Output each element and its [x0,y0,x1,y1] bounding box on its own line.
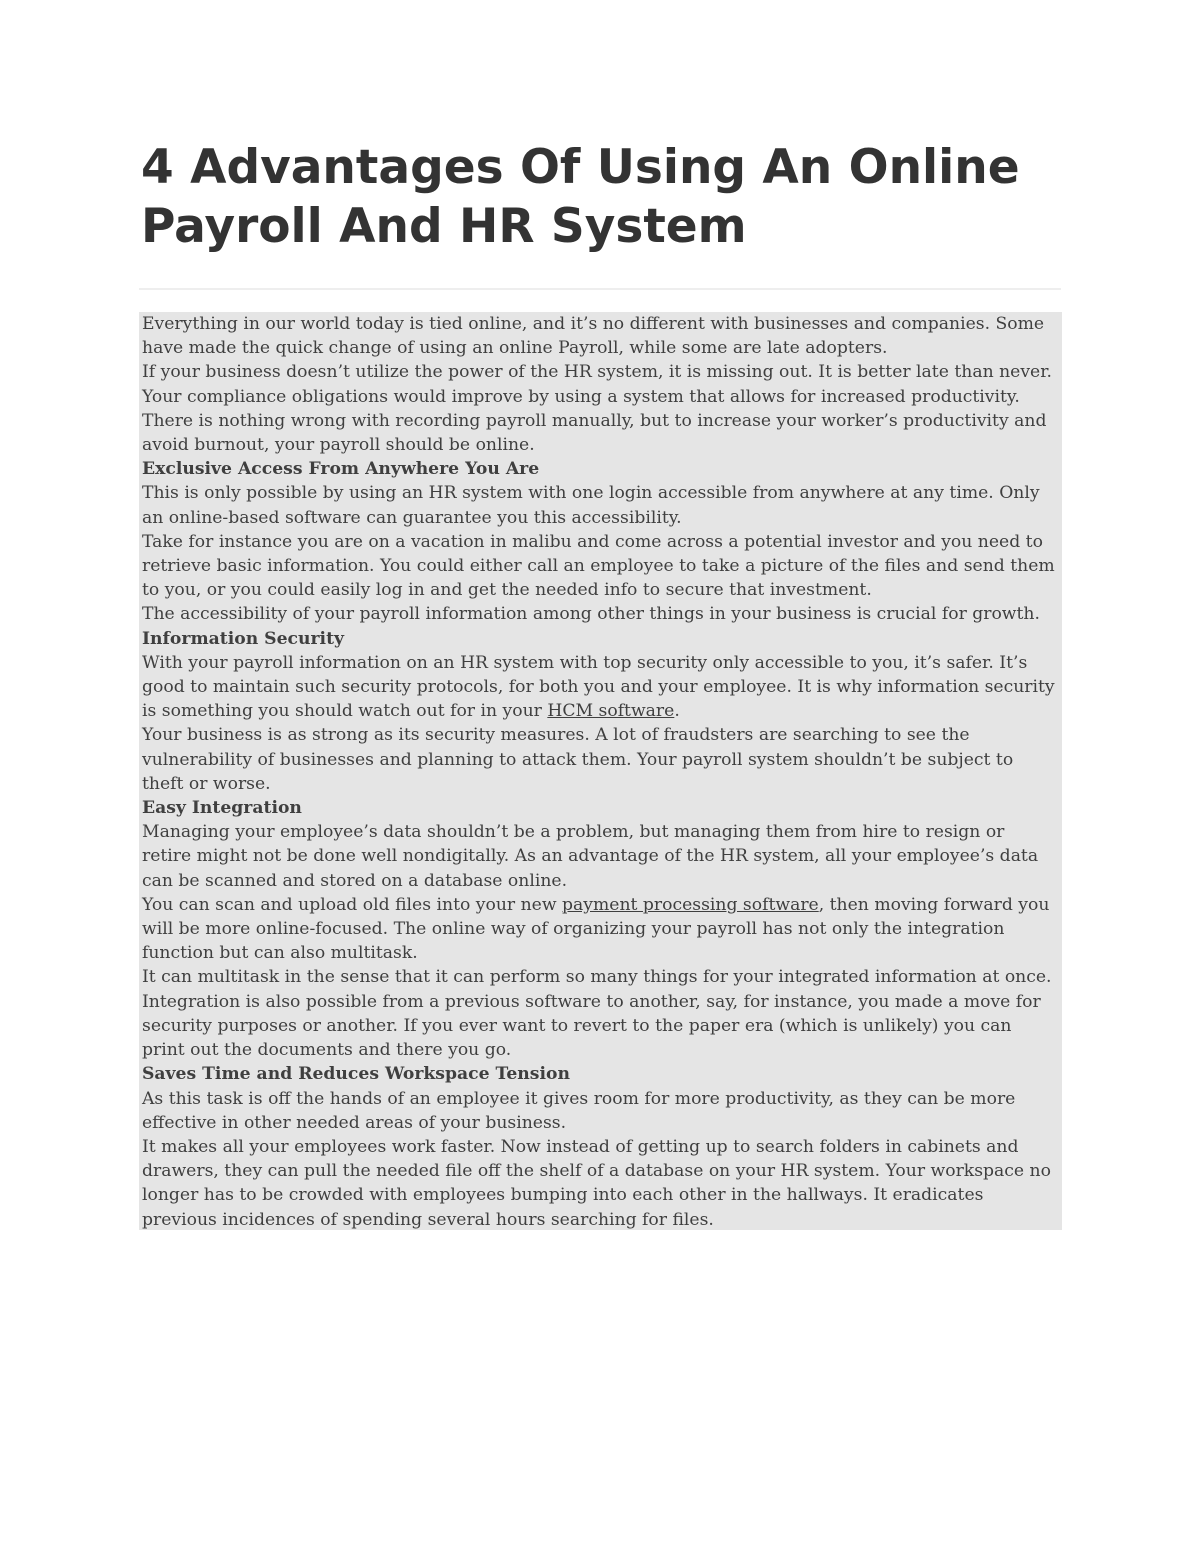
paragraph: Your business is as strong as its security measures. A lot of fraudsters are searching to see the vulnerability of businesses and planning to attack them. Your payroll system shouldn’t be subject to theft or worse. [142,725,1014,794]
section-heading-saves-time: Saves Time and Reduces Workspace Tension [142,1064,570,1085]
paragraph [142,651,1059,724]
paragraph-text: . [674,701,680,722]
section-heading-exclusive-access: Exclusive Access From Anywhere You Are [142,459,540,480]
page-title: 4 Advantages Of Using An Online Payroll And HR System [141,140,1020,254]
paragraph-text: You can scan and upload old files into your new [142,894,563,915]
paragraph-text: , then moving forward you will be more online-focused. The online way of organizing your payroll has not only the integration function but can also multitask. [142,894,1050,964]
paragraph: Everything in our world today is tied online, and it’s no different with businesses and companies. Some have made the quick change of using an online Payroll, while some are late adopters. [142,314,1045,359]
paragraph-text: With your payroll information on an HR system with top security only accessible to you, it’s safer. It’s good to maintain such security protocols, for both you and your employee. It is why information security is something you should watch out for in your [142,652,1055,722]
title-divider [139,288,1061,290]
hcm-software-link[interactable]: HCM software [547,701,675,722]
paragraph: As this task is off the hands of an employee it gives room for more productivity, as they can be more effective in other needed areas of your business. [142,1088,1016,1133]
paragraph: Managing your employee’s data shouldn’t be a problem, but managing them from hire to resign or retire might not be done well nondigitally. As an advantage of the HR system, all your employee’s data can be scanned and stored on a database online. [142,822,1039,891]
paragraph: This is only possible by using an HR system with one login accessible from anywhere at any time. Only an online-based software can guarantee you this accessibility. [142,483,1040,528]
paragraph [142,893,1059,966]
section-heading-easy-integration: Easy Integration [142,798,302,819]
paragraph: It can multitask in the sense that it can perform so many things for your integrated information at once. Integration is also possible from a previous software to another, say, for instance, you made a move for security purposes or another. If you ever want to revert to the paper era (which is unlikely) you can print out the documents and there you go. [142,967,1052,1061]
article-body [139,312,1062,1230]
paragraph: It makes all your employees work faster. Now instead of getting up to search folders in cabinets and drawers, they can pull the needed file off the shelf of a database on your HR system. Your workspace no longer has to be crowded with employees bumping into each other in the hallways. It eradicates previous incidences of spending several hours searching for files. [142,1136,1051,1230]
paragraph: The accessibility of your payroll information among other things in your business is crucial for growth. [142,604,1040,625]
paragraph: There is nothing wrong with recording payroll manually, but to increase your worker’s productivity and avoid burnout, your payroll should be online. [142,410,1047,456]
payment-processing-software-link[interactable]: payment processing software [562,894,819,915]
paragraph: Your compliance obligations would improve by using a system that allows for increased productivity. [142,386,1020,407]
paragraph: Take for instance you are on a vacation in malibu and come across a potential investor and you need to retrieve basic information. You could either call an employee to take a picture of the files and send them to you, or you could easily log in and get the needed info to secure that investment. [142,531,1055,601]
paragraph: If your business doesn’t utilize the power of the HR system, it is missing out. It is better late than never. [142,362,1053,383]
section-heading-information-security: Information Security [142,628,345,649]
